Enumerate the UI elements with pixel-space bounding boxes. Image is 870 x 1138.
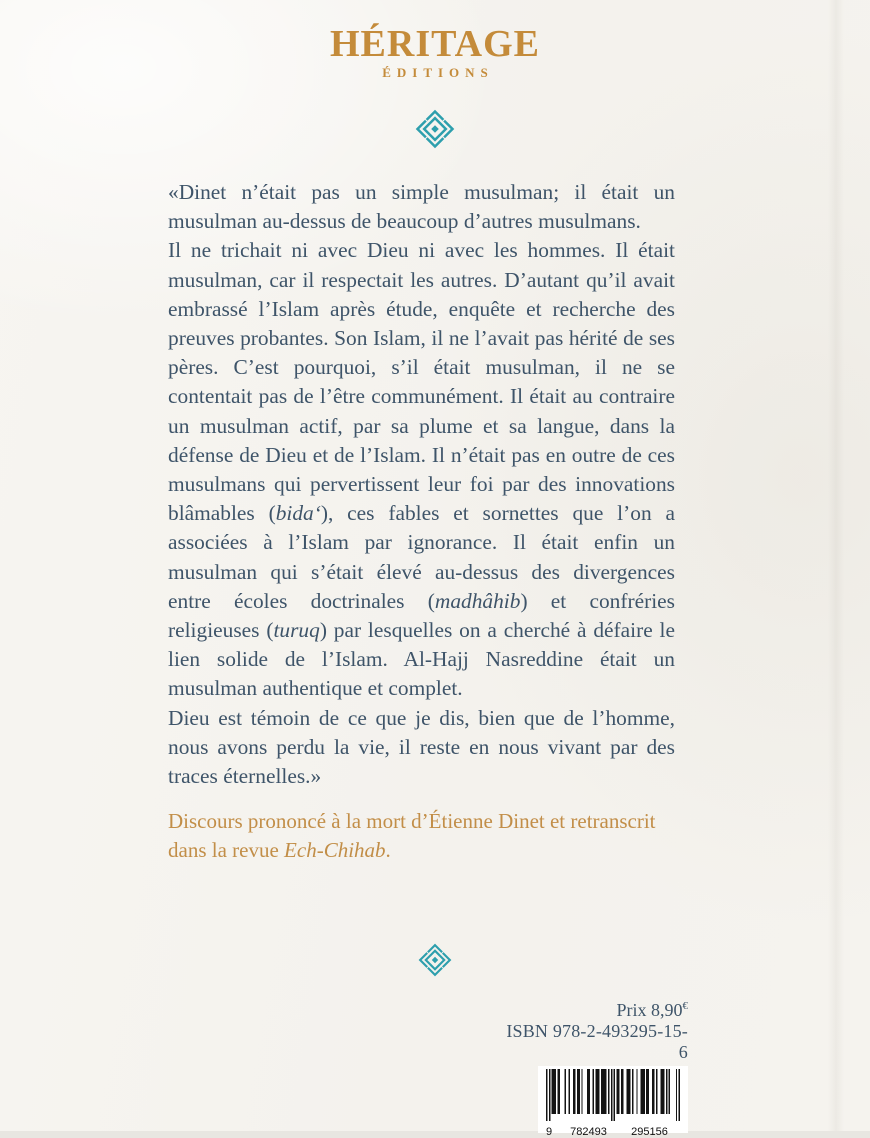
ornament-top — [0, 109, 870, 154]
barcode-digit-group-2: 295156 — [631, 1126, 668, 1138]
barcode-digit-group-1: 782493 — [570, 1126, 607, 1138]
ornament-bottom — [0, 943, 870, 982]
barcode — [538, 1066, 688, 1138]
quote-text: ) et confréries religieuses ( — [168, 588, 675, 643]
term-turuq: turuq — [273, 618, 320, 643]
publisher-subtitle: ÉDITIONS — [382, 65, 494, 80]
isbn-label: ISBN 978-2-493295-15-6 — [506, 1021, 688, 1062]
publisher-logo — [0, 0, 870, 81]
quote-paragraph-3: Dieu est témoin de ce que je dis, bien que de l’homme, nous avons perdu la vie, il reste en nous vivant par des traces éternelles.» — [168, 705, 675, 789]
price-value: Prix 8,90 — [616, 1000, 683, 1020]
barcode-bars — [546, 1069, 680, 1121]
quote-text: ), ces fables et sornettes que l’on a associées à l’Islam par ignorance. Il était enfin un musulman qui s’était élevé au-dessus des divergences entre écoles doctrinales ( — [168, 501, 675, 613]
term-bida: bida‘ — [275, 501, 321, 526]
price-label — [500, 1000, 688, 1021]
quote-attribution — [168, 807, 684, 865]
quote-paragraph-2 — [168, 236, 675, 703]
barcode-digit-lead: 9 — [546, 1126, 553, 1138]
attribution-period: . — [385, 838, 391, 863]
barcode-digits — [546, 1126, 680, 1138]
geometric-motif-icon — [418, 943, 452, 977]
attribution-text: Discours prononcé à la mort d’Étienne Dinet et retranscrit dans la revue — [168, 809, 656, 863]
geometric-motif-icon — [415, 109, 455, 149]
quote-text: ) par lesquelles on a cherché à défaire le lien solide de l’Islam. Al-Hajj Nasreddine était un musulman authentique et complet. — [168, 618, 675, 701]
currency-symbol: € — [682, 1000, 688, 1012]
quote-text: Il ne trichait ni avec Dieu ni avec les hommes. Il était musulman, car il respectait les autres. D’autant qu’il avait embrassé l’Islam après étude, enquête et recherche des preuves probantes. Son Islam, il ne l’avait pas hérité de ses pères. C’est pourquoi, s’il était musulman, il ne se contentait pas de l’être communément. Il était au contraire un musulman actif, par sa plume et sa langue, dans la défense de Dieu et de l’Islam. Il n’était pas en outre de ces musulmans qui pervertissent leur foi par des innovations blâmables ( — [168, 238, 675, 526]
publisher-name: HÉRITAGE — [329, 23, 540, 65]
commerce-block — [500, 1000, 688, 1138]
journal-name: Ech-Chihab — [284, 838, 386, 863]
term-madhahib: madhâhib — [434, 588, 521, 613]
quote-paragraph-1: «Dinet n’était pas un simple musulman; il était un musulman au-dessus de beaucoup d’autres musulmans. — [168, 180, 675, 234]
back-cover-quote — [168, 178, 675, 791]
